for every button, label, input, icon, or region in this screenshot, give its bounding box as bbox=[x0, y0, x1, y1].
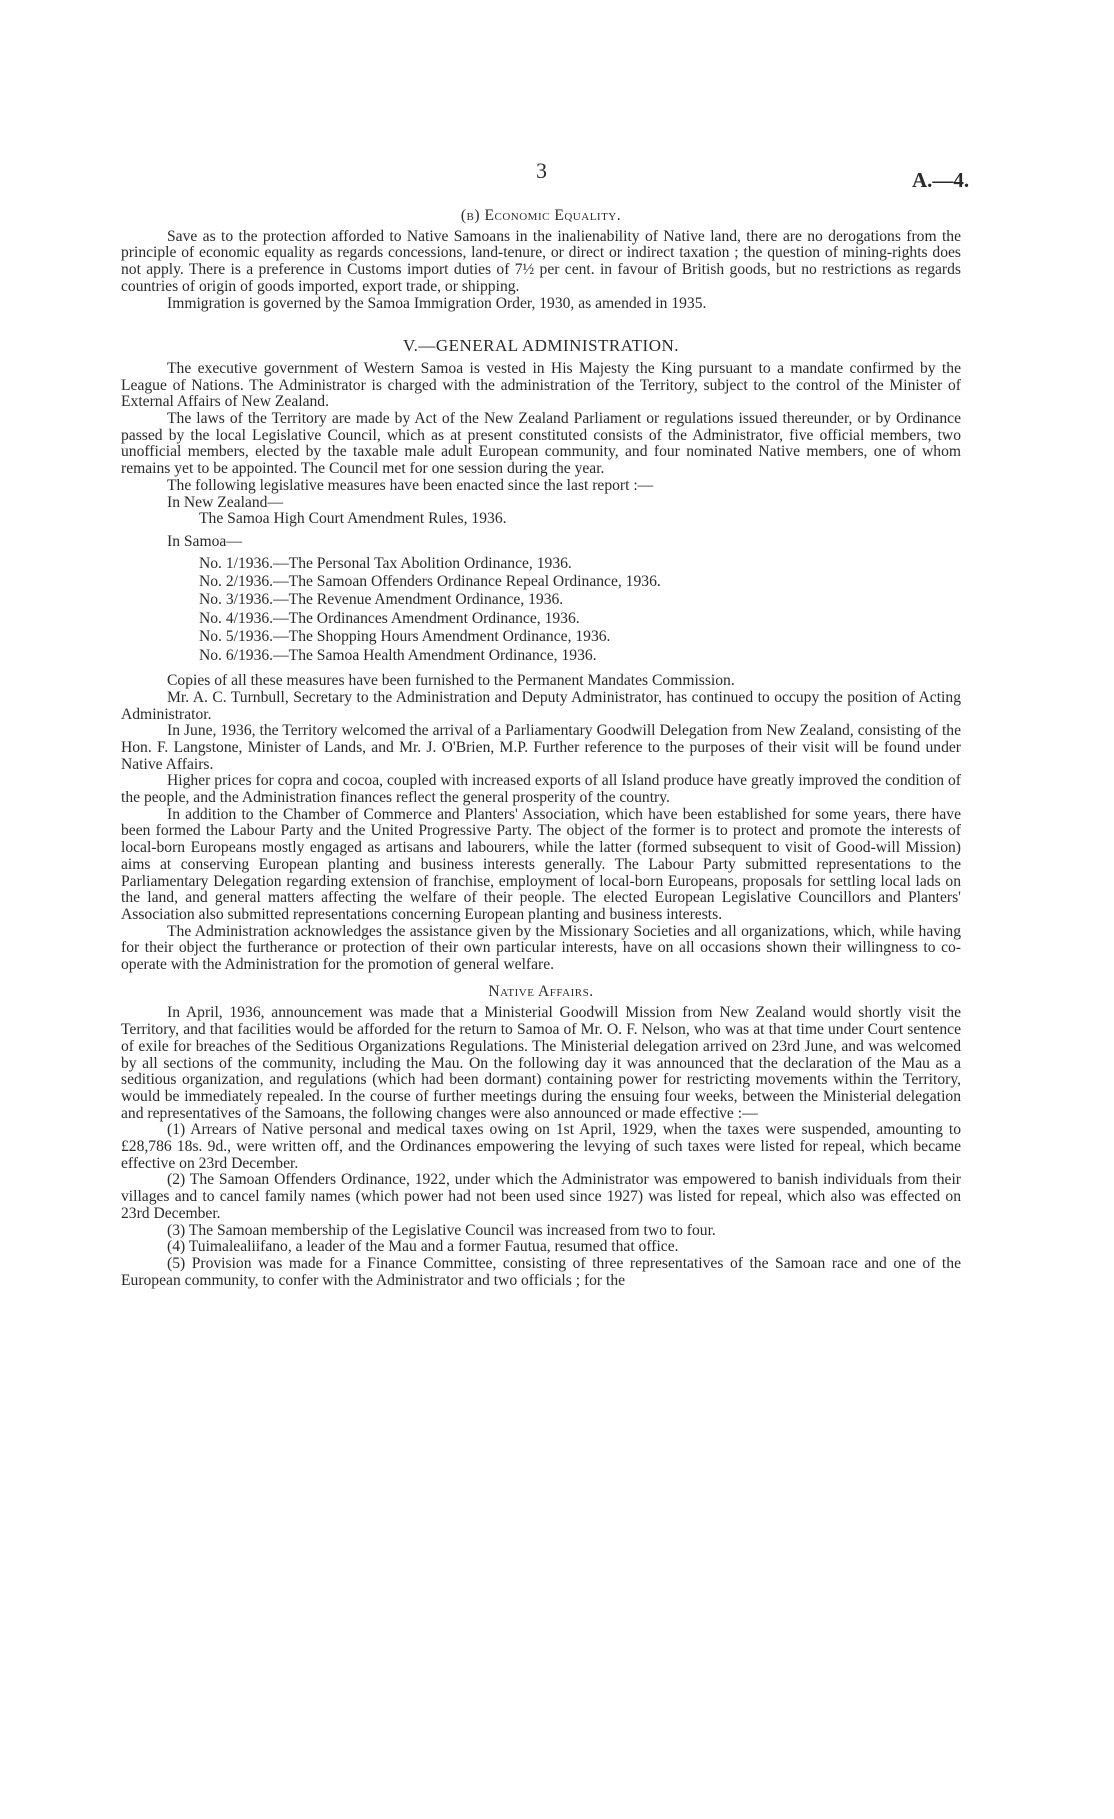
samoa-measures-list bbox=[121, 555, 961, 665]
paragraph: In June, 1936, the Territory welcomed the arrival of a Parliamentary Goodwill Delegation from New Zealand, consisting of the Hon. F. Langstone, Minister of Lands, and Mr. J. O'Brien, M.P. Further reference to the purposes of their visit will be found under Native Affairs. bbox=[121, 722, 961, 773]
list-item: No. 1/1936.—The Personal Tax Abolition Ordinance, 1936. bbox=[199, 554, 572, 572]
list-item: No. 6/1936.—The Samoa Health Amendment Ordinance, 1936. bbox=[199, 646, 597, 664]
document-code: A.—4. bbox=[912, 168, 970, 192]
paragraph: (5) Provision was made for a Finance Committee, consisting of three representatives of the Samoan race and one of the European community, to confer with the Administrator and two officials ; for the bbox=[121, 1255, 961, 1289]
paragraph: (3) The Samoan membership of the Legislative Council was increased from two to four. bbox=[167, 1221, 716, 1239]
page-number: 3 bbox=[536, 158, 547, 183]
new-zealand-label: In New Zealand— bbox=[167, 493, 284, 511]
paragraph: Save as to the protection afforded to Native Samoans in the inalienability of Native land, there are no derogations from the principle of economic equality as regards concessions, land-tenure, or direct or indirect taxation ; the question of mining-rights does not apply. There is a preference in Customs import duties of 7½ per cent. in favour of British goods, but no restrictions as regards countries of origin of goods imported, export trade, or shipping. bbox=[121, 227, 961, 295]
paragraph: (4) Tuimalealiifano, a leader of the Mau and a former Fautua, resumed that office. bbox=[167, 1238, 679, 1256]
paragraph: Copies of all these measures have been furnished to the Permanent Mandates Commission. bbox=[167, 672, 735, 690]
paragraph: Immigration is governed by the Samoa Immigration Order, 1930, as amended in 1935. bbox=[167, 294, 707, 312]
paragraph: Mr. A. C. Turnbull, Secretary to the Administration and Deputy Administrator, has continued to occupy the position of Acting Administrator. bbox=[121, 688, 961, 723]
native-affairs-heading: Native Affairs. bbox=[488, 982, 594, 1000]
samoa-label: In Samoa— bbox=[167, 532, 242, 550]
paragraph: (2) The Samoan Offenders Ordinance, 1922, under which the Administrator was empowered to banish individuals from their villages and to cancel family names (which power had not been used since 1927) was listed for repeal, which also was effected on 23rd December. bbox=[121, 1171, 961, 1222]
page-body bbox=[121, 206, 961, 1289]
list-item: No. 3/1936.—The Revenue Amendment Ordinance, 1936. bbox=[199, 591, 564, 609]
general-administration-heading: V.—GENERAL ADMINISTRATION. bbox=[402, 336, 680, 356]
paragraph: The executive government of Western Samoa is vested in His Majesty the King pursuant to a mandate confirmed by the League of Nations. The Administrator is charged with the administration of the Territory, subject to the control of the Minister of External Affairs of New Zealand. bbox=[121, 359, 961, 411]
economic-equality-heading: (b) Economic Equality. bbox=[460, 207, 622, 224]
paragraph: Higher prices for copra and cocoa, coupled with increased exports of all Island produce have greatly improved the condition of the people, and the Administration finances reflect the general prosperity of the country. bbox=[121, 772, 961, 807]
paragraph: (1) Arrears of Native personal and medical taxes owing on 1st April, 1929, when the taxes were suspended, amounting to £28,786 18s. 9d., were written off, and the Ordinances empowering the levying of such taxes were listed for repeal, which became effective on 23rd December. bbox=[121, 1121, 961, 1172]
paragraph: In addition to the Chamber of Commerce and Planters' Association, which have been established for some years, there have been formed the Labour Party and the United Progressive Party. The object of the former is to protect and promote the interests of local-born Europeans mostly engaged as artisans and labourers, while the latter (formed subsequent to visit of Good-will Mission) aims at conserving European planting and business interests generally. The Labour Party submitted representations to the Parliamentary Delegation regarding extension of franchise, employment of local-born Europeans, proposals for settling local lads on the land, and general matters affecting the welfare of their people. The elected European Legislative Councillors and Planters' Association also submitted representations concerning European planting and business interests. bbox=[121, 805, 961, 923]
paragraph: The Administration acknowledges the assistance given by the Missionary Societies and all organizations, which, while having for their object the furtherance or protection of their own particular interests, have on all occasions shown their willingness to co-operate with the Administration for the promotion of general welfare. bbox=[121, 922, 961, 974]
new-zealand-measure: The Samoa High Court Amendment Rules, 1936. bbox=[199, 510, 507, 528]
paragraph: In April, 1936, announcement was made that a Ministerial Goodwill Mission from New Zealand would shortly visit the Territory, and that facilities would be afforded for the return to Samoa of Mr. O. F. Nelson, who was at that time under Court sentence of exile for breaches of the Seditious Organizations Regulations. The Ministerial delegation arrived on 23rd June, and was welcomed by all sections of the community, including the Mau. On the following day it was announced that the declaration of the Mau as a seditious organization, and regulations (which had been dormant) containing power for restricting movements within the Territory, would be immediately repealed. In the course of further meetings during the ensuing four weeks, between the Ministerial delegation and representatives of the Samoans, the following changes were also announced or made effective :— bbox=[121, 1004, 961, 1122]
list-item: No. 4/1936.—The Ordinances Amendment Ordinance, 1936. bbox=[199, 609, 580, 627]
list-item: No. 2/1936.—The Samoan Offenders Ordinance Repeal Ordinance, 1936. bbox=[199, 573, 661, 591]
list-item: No. 5/1936.—The Shopping Hours Amendment Ordinance, 1936. bbox=[199, 628, 611, 646]
paragraph: The following legislative measures have been enacted since the last report :— bbox=[167, 476, 654, 494]
paragraph: The laws of the Territory are made by Act of the New Zealand Parliament or regulations issued thereunder, or by Ordinance passed by the local Legislative Council, which as at present constituted consists of the Administrator, five official members, two unofficial members, elected by the taxable male adult European community, and four nominated Native members, one of whom remains yet to be appointed. The Council met for one session during the year. bbox=[121, 410, 961, 478]
